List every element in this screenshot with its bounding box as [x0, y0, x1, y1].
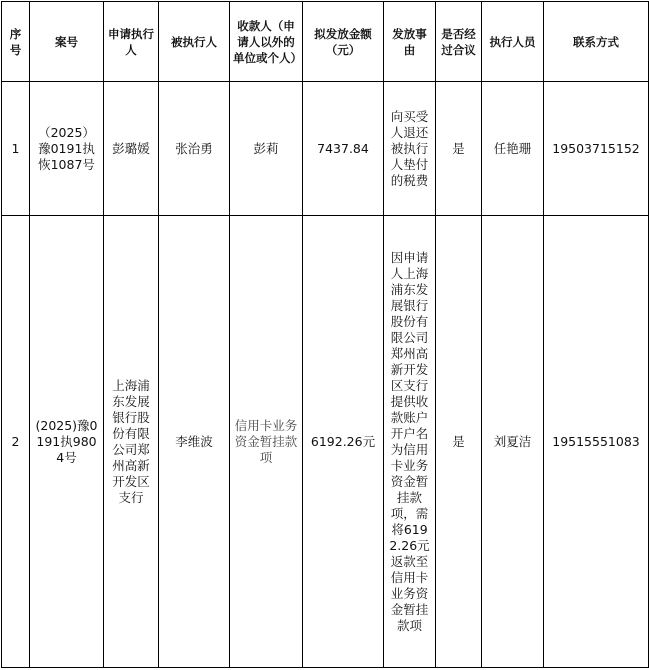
cell-officer: 任艳珊 [482, 82, 544, 216]
table-row [2, 216, 649, 668]
header-applicant: 申请执行人 [104, 2, 159, 82]
cell-payee: 彭莉 [230, 82, 303, 216]
header-row [2, 2, 649, 82]
header-officer: 执行人员 [482, 2, 544, 82]
cell-reason: 向买受人退还被执行人垫付的税费 [384, 82, 436, 216]
cell-contact: 19515551083 [544, 216, 649, 668]
header-seq: 序号 [2, 2, 30, 82]
header-payee: 收款人（申请人以外的单位或个人） [230, 2, 303, 82]
cell-meeting: 是 [436, 82, 482, 216]
header-meeting: 是否经过合议 [436, 2, 482, 82]
header-reason: 发放事由 [384, 2, 436, 82]
cell-contact: 19503715152 [544, 82, 649, 216]
cell-seq: 1 [2, 82, 30, 216]
cell-case-number: （2025）豫0191执恢1087号 [30, 82, 104, 216]
header-respondent: 被执行人 [159, 2, 230, 82]
cell-officer: 刘夏洁 [482, 216, 544, 668]
header-contact: 联系方式 [544, 2, 649, 82]
header-amount: 拟发放金额（元） [303, 2, 384, 82]
cell-reason: 因申请人上海浦东发展银行股份有限公司郑州高新开发区支行提供收款账户开户名为信用卡业务资金暂挂款项，需将6192.26元返款至信用卡业务资金暂挂款项 [384, 216, 436, 668]
cell-seq: 2 [2, 216, 30, 668]
cell-amount: 6192.26元 [303, 216, 384, 668]
cell-case-number: (2025)豫0191执9804号 [30, 216, 104, 668]
cell-amount: 7437.84 [303, 82, 384, 216]
cell-applicant: 上海浦东发展银行股份有限公司郑州高新开发区支行 [104, 216, 159, 668]
payment-table [1, 1, 649, 668]
cell-respondent: 李维波 [159, 216, 230, 668]
table-row [2, 82, 649, 216]
header-case-number: 案号 [30, 2, 104, 82]
cell-meeting: 是 [436, 216, 482, 668]
cell-payee: 信用卡业务资金暂挂款项 [230, 216, 303, 668]
cell-respondent: 张治勇 [159, 82, 230, 216]
cell-applicant: 彭璐媛 [104, 82, 159, 216]
